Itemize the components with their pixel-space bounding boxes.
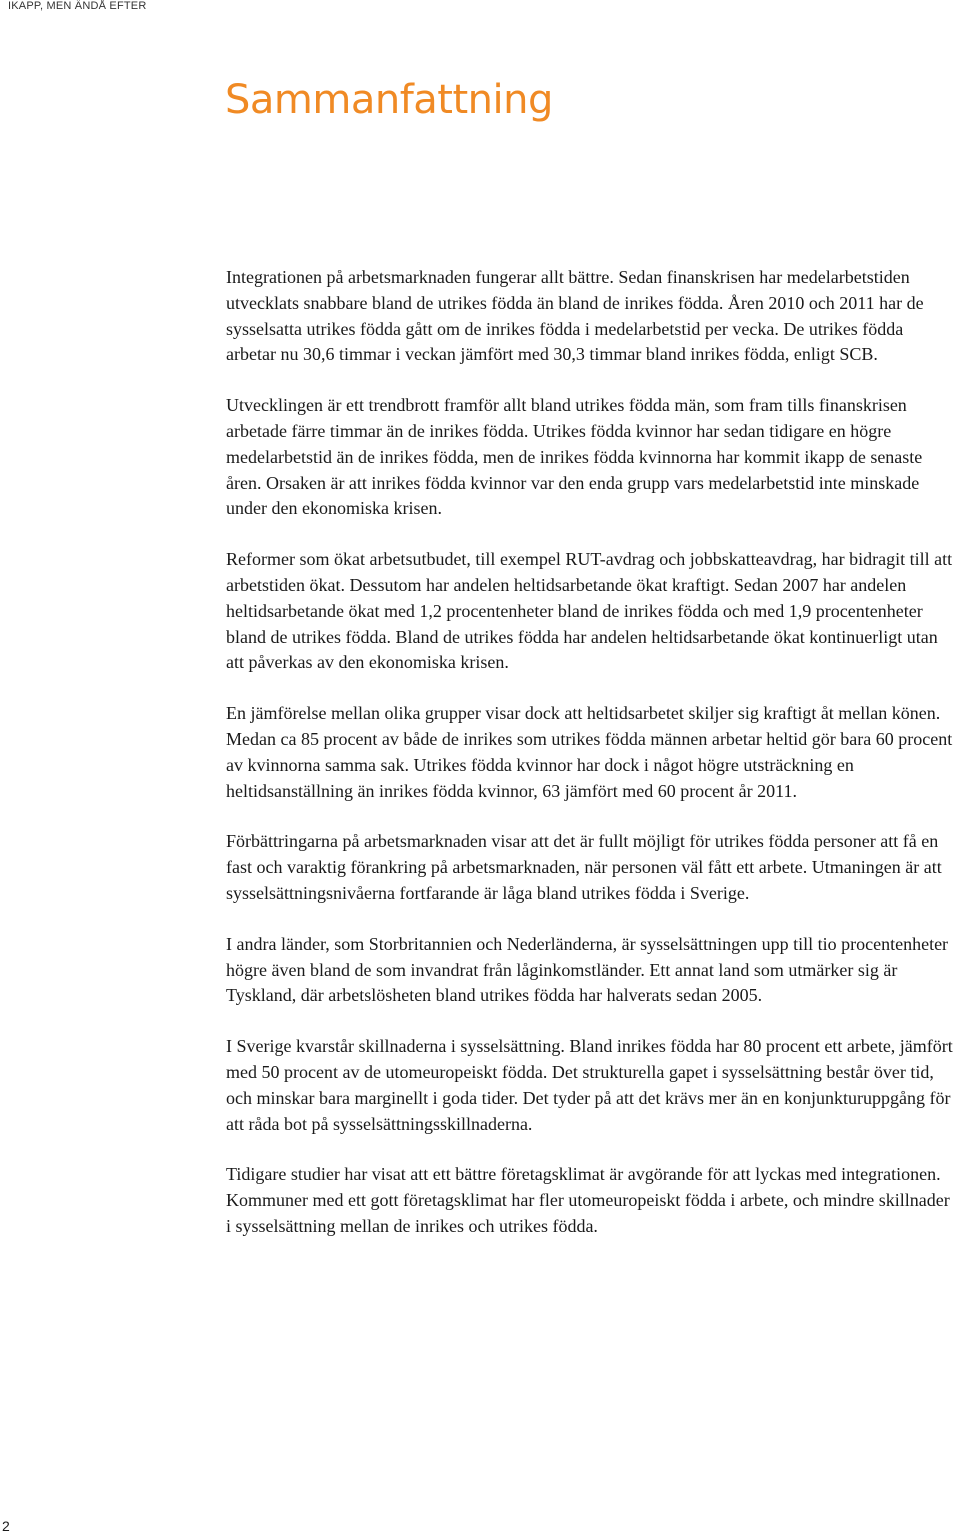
paragraph-3: Reformer som ökat arbetsutbudet, till exempel RUT-avdrag och jobbskatteavdrag, har bidragit till att arbetstiden ökat. Dessutom har andelen heltidsarbetande ökat kraftigt. Sedan 2007 har andelen heltidsarbetande ökat med 1,2 procentenheter bland de inrikes födda och med 1,9 procentenheter bland de utrikes födda. Bland de utrikes födda har andelen heltidsarbetande ökat kontinuerligt utan att påverkas av den ekonomiska krisen. — [226, 549, 953, 673]
paragraph-8: Tidigare studier har visat att ett bättre företagsklimat är avgörande för att lyckas med integrationen. Kommuner med ett gott företagsklimat har fler utomeuropeiskt födda i arbete, och mindre skillnader i sysselsättning mellan de inrikes och utrikes födda. — [226, 1164, 950, 1236]
running-header: IKAPP, MEN ÄNDÅ EFTER — [8, 0, 147, 12]
paragraph-5: Förbättringarna på arbetsmarknaden visar att det är fullt möjligt för utrikes födda personer att få en fast och varaktig förankring på arbetsmarknaden, när personen väl fått ett arbete. Utmaningen är att sysselsättningsnivåerna fortfarande är låga bland utrikes födda i Sverige. — [226, 831, 942, 903]
paragraph-2: Utvecklingen är ett trendbrott framför allt bland utrikes födda män, som fram tills finanskrisen arbetade färre timmar än de inrikes födda. Utrikes födda kvinnor har sedan tidigare en högre medelarbetstid än de inrikes födda, men de inrikes födda kvinnorna har kommit ikapp de senaste åren. Orsaken är att inrikes födda kvinnor var den enda grupp vars medelarbetstid inte minskade under den ekonomiska krisen. — [226, 395, 923, 519]
paragraph-7: I Sverige kvarstår skillnaderna i sysselsättning. Bland inrikes födda har 80 procent ett arbete, jämfört med 50 procent av de utomeuropeiskt födda. Det strukturella gapet i sysselsättning består över tid, och minskar bara marginellt i goda tider. Det tyder på att det krävs mer än en konjunkturuppgång för att råda bot på sysselsättningsskillnaderna. — [226, 1036, 953, 1134]
page-title: Sammanfattning — [225, 77, 553, 123]
paragraph-1: Integrationen på arbetsmarknaden fungerar allt bättre. Sedan finanskrisen har medelarbetstiden utvecklats snabbare bland de utrikes födda än bland de inrikes födda. Åren 2010 och 2011 har de sysselsatta utrikes födda gått om de inrikes födda i medelarbetstid per vecka. De utrikes födda arbetar nu 30,6 timmar i veckan jämfört med 30,3 timmar bland inrikes födda, enligt SCB. — [226, 267, 924, 365]
page-number: 2 — [2, 1518, 10, 1534]
paragraph-4: En jämförelse mellan olika grupper visar dock att heltidsarbetet skiljer sig kraftigt åt mellan könen. Medan ca 85 procent av både de inrikes som utrikes födda männen arbetar heltid gör bara 60 procent av kvinnorna samma sak. Utrikes födda kvinnor har dock i något högre utsträckning en heltidsanställning än inrikes födda kvinnor, 63 jämfört med 60 procent år 2011. — [226, 703, 953, 801]
paragraph-6: I andra länder, som Storbritannien och Nederländerna, är sysselsättningen upp till tio procentenheter högre även bland de som invandrat från låginkomstländer. Ett annat land som utmärker sig är Tyskland, där arbetslösheten bland utrikes födda har halverats sedan 2005. — [226, 933, 949, 1006]
body-text — [226, 265, 954, 1265]
